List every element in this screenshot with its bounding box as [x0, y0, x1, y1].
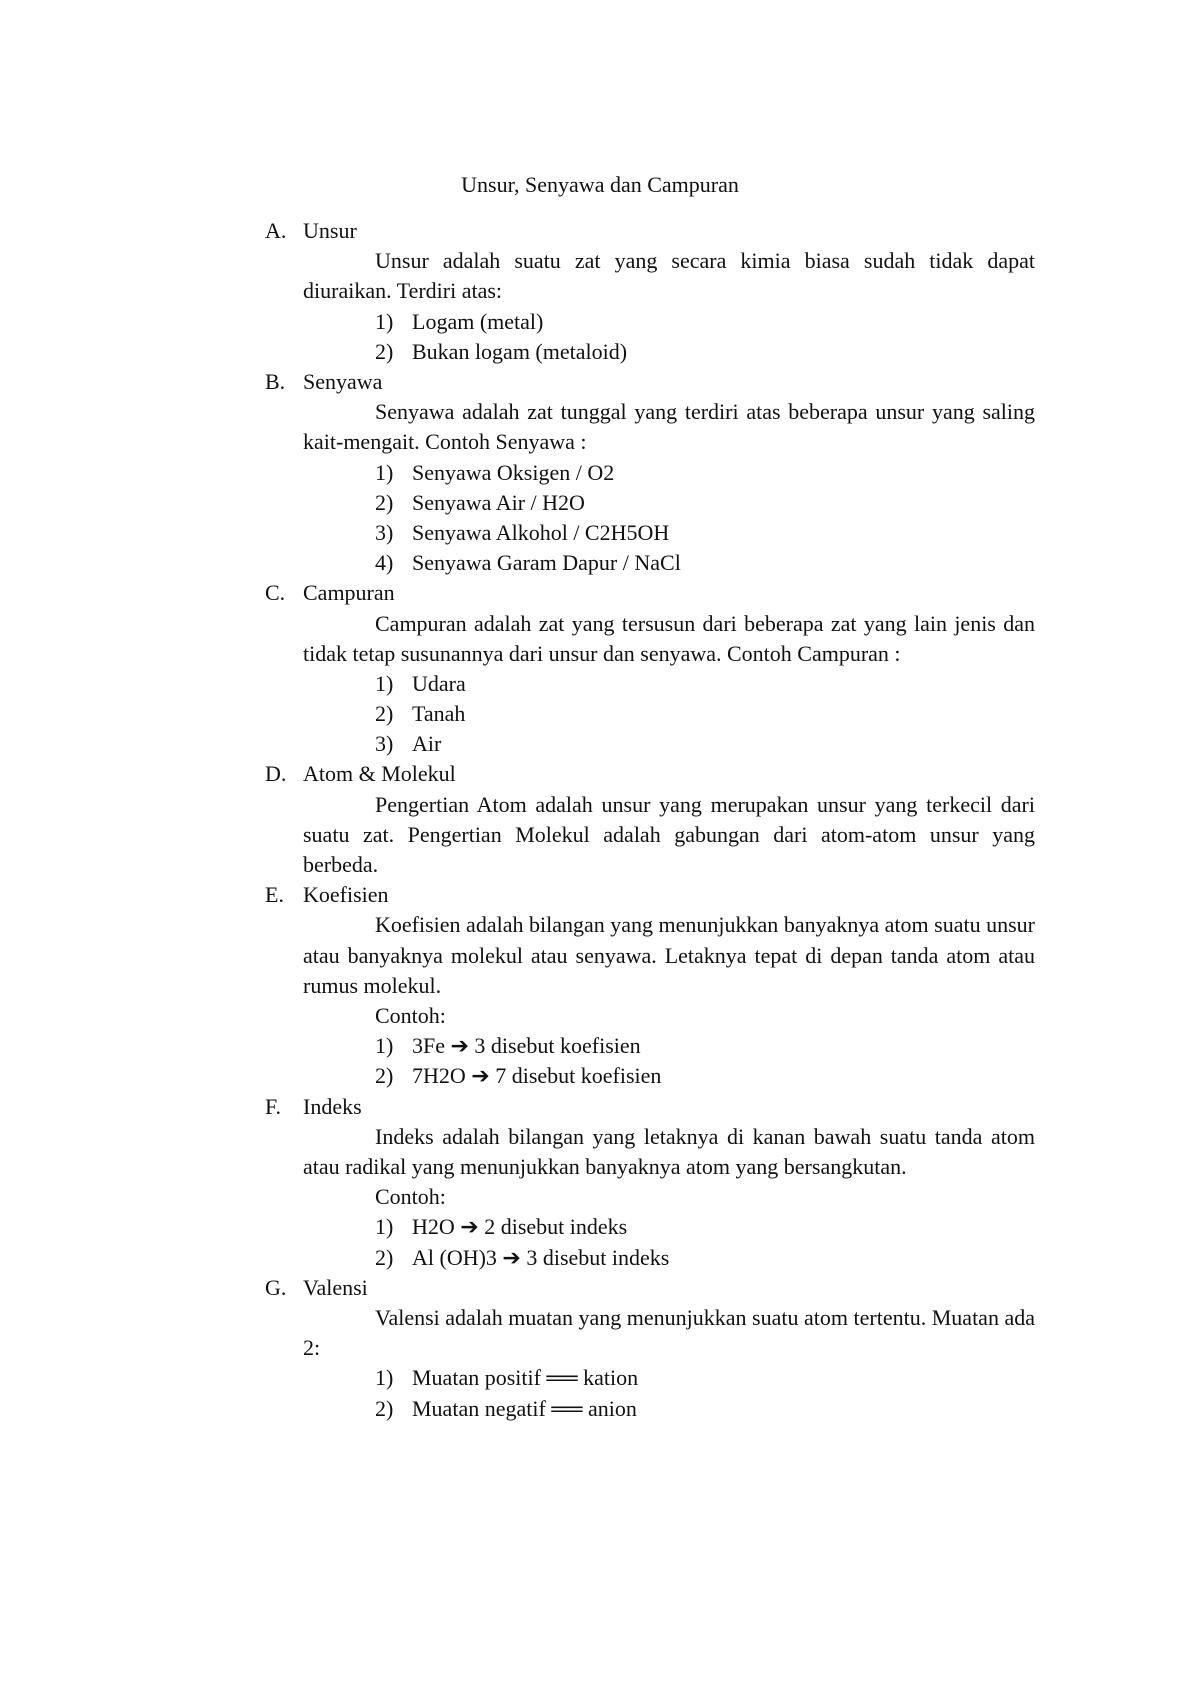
list-item-number: 2) [375, 1063, 394, 1089]
list-item-text: Senyawa Garam Dapur / NaCl [412, 550, 681, 576]
numbered-list [265, 1031, 1035, 1091]
list-item-text: Muatan positif ══ kation [412, 1365, 639, 1391]
list-item-text: Air [412, 731, 442, 757]
list-item-number: 3) [375, 731, 394, 757]
list-item [265, 307, 1035, 337]
list-item [265, 1243, 1035, 1273]
list-item-text: Senyawa Alkohol / C2H5OH [412, 519, 670, 545]
list-item-number: 2) [375, 489, 394, 515]
example-label: Contoh: [375, 1184, 446, 1210]
section-heading-text: Indeks [303, 1093, 362, 1119]
section-paragraph: Unsur adalah suatu zat yang secara kimia biasa sudah tidak dapat diuraikan. Terdiri atas: [303, 248, 1035, 304]
section-paragraph: Valensi adalah muatan yang menunjukkan suatu atom tertentu. Muatan ada 2: [303, 1305, 1035, 1361]
numbered-list [265, 1363, 1035, 1423]
list-item-text: Udara [412, 670, 466, 696]
list-item-number: 1) [375, 670, 394, 696]
section-heading [265, 367, 1035, 397]
list-item-number: 2) [375, 1395, 394, 1421]
list-item-number: 3) [375, 519, 394, 545]
list-item-text: 3Fe ➔ 3 disebut koefisien [412, 1033, 641, 1059]
section-heading [265, 1092, 1035, 1122]
list-item-text: Muatan negatif ══ anion [412, 1395, 637, 1421]
list-item-number: 2) [375, 338, 394, 364]
section-heading [265, 216, 1035, 246]
list-item [265, 548, 1035, 578]
list-item [265, 699, 1035, 729]
list-item [265, 1394, 1035, 1424]
document-title: Unsur, Senyawa dan Campuran [461, 172, 739, 197]
list-item [265, 669, 1035, 699]
list-item-text: Al (OH)3 ➔ 3 disebut indeks [412, 1244, 670, 1270]
list-item [265, 458, 1035, 488]
list-item-number: 1) [375, 308, 394, 334]
list-item [265, 1363, 1035, 1393]
list-item-number: 4) [375, 550, 394, 576]
list-item-number: 1) [375, 1214, 394, 1240]
list-item-number: 2) [375, 701, 394, 727]
section-heading [265, 1273, 1035, 1303]
numbered-list [265, 669, 1035, 760]
list-item-text: Bukan logam (metaloid) [412, 338, 628, 364]
section-letter: C. [265, 580, 286, 606]
list-item [265, 488, 1035, 518]
list-item-text: Tanah [412, 701, 466, 727]
section-letter: G. [265, 1274, 287, 1300]
section-heading [265, 759, 1035, 789]
list-item-number: 1) [375, 1033, 394, 1059]
list-item-number: 1) [375, 1365, 394, 1391]
section-heading [265, 880, 1035, 910]
list-item [265, 518, 1035, 548]
list-item [265, 1212, 1035, 1242]
list-item [265, 729, 1035, 759]
section-paragraph: Pengertian Atom adalah unsur yang merupakan unsur yang terkecil dari suatu zat. Pengertian Molekul adalah gabungan dari atom-atom unsur yang berbeda. [303, 791, 1035, 878]
list-item-text: Senyawa Oksigen / O2 [412, 459, 615, 485]
section-heading-text: Valensi [303, 1274, 368, 1300]
section-paragraph: Senyawa adalah zat tunggal yang terdiri atas beberapa unsur yang saling kait-mengait. Contoh Senyawa : [303, 399, 1035, 455]
numbered-list [265, 307, 1035, 367]
section-letter: A. [265, 218, 287, 243]
section-heading-text: Koefisien [303, 882, 389, 908]
section-heading [265, 578, 1035, 608]
section-paragraph: Koefisien adalah bilangan yang menunjukkan banyaknya atom suatu unsur atau banyaknya molekul atau senyawa. Letaknya tepat di depan tanda atom atau rumus molekul. [303, 912, 1035, 998]
numbered-list [265, 1212, 1035, 1272]
section-letter: B. [265, 368, 286, 394]
list-item-text: Logam (metal) [412, 308, 544, 334]
numbered-list [265, 458, 1035, 579]
list-item-text: 7H2O ➔ 7 disebut koefisien [412, 1063, 662, 1089]
section-letter: F. [265, 1093, 281, 1119]
section-heading-text: Senyawa [303, 368, 383, 394]
section-paragraph: Campuran adalah zat yang tersusun dari beberapa zat yang lain jenis dan tidak tetap susunannya dari unsur dan senyawa. Contoh Campuran : [303, 610, 1035, 666]
section-letter: D. [265, 761, 287, 787]
section-heading-text: Campuran [303, 580, 395, 606]
list-item-number: 2) [375, 1244, 394, 1270]
example-label: Contoh: [375, 1003, 446, 1029]
list-item [265, 337, 1035, 367]
list-item-text: Senyawa Air / H2O [412, 489, 585, 515]
list-item [265, 1031, 1035, 1061]
list-item-text: H2O ➔ 2 disebut indeks [412, 1214, 628, 1240]
section-heading-text: Unsur [303, 218, 357, 243]
section-paragraph: Indeks adalah bilangan yang letaknya di kanan bawah suatu tanda atom atau radikal yang menunjukkan banyaknya atom yang bersangkutan. [303, 1123, 1035, 1180]
list-item-number: 1) [375, 459, 394, 485]
document-body [265, 216, 1035, 1424]
section-heading-text: Atom & Molekul [303, 761, 456, 787]
section-letter: E. [265, 882, 284, 908]
list-item [265, 1061, 1035, 1091]
